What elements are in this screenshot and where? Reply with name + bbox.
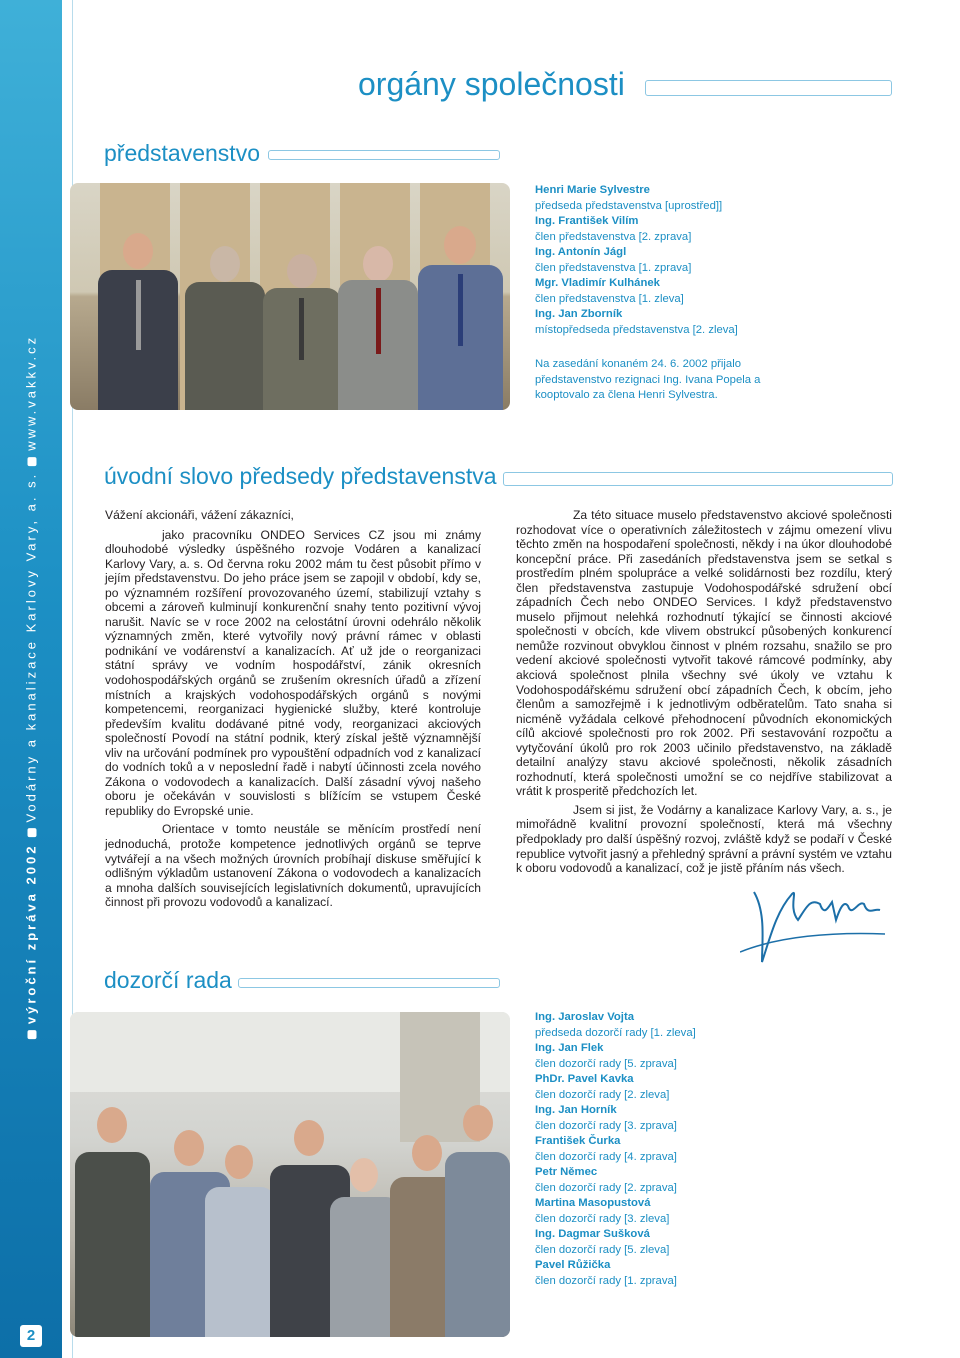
- sidebar: [0, 0, 62, 1358]
- page-title: orgány společnosti: [358, 66, 625, 102]
- member-name: Petr Němec: [535, 1166, 598, 1178]
- website-url: www.vakkv.cz: [23, 334, 39, 451]
- board-note: Na zasedání konaném 24. 6. 2002 přijalo představenstvo rezignaci Ing. Ivana Popela a kooptovalo za člena Henri Sylvestra.: [535, 358, 761, 401]
- page-number: 2: [20, 1325, 42, 1347]
- member-name: Ing. Dagmar Sušková: [535, 1228, 650, 1240]
- report-name: výroční zpráva 2002: [23, 843, 39, 1025]
- intro-column-right: [516, 508, 892, 876]
- member-role: člen představenstva [1. zleva]: [535, 292, 684, 305]
- signature: [740, 878, 885, 968]
- board-photo: [70, 183, 510, 410]
- intro-heading: úvodní slovo předsedy představenstva: [104, 463, 497, 489]
- member-name: Henri Marie Sylvestre: [535, 184, 650, 196]
- member-name: Ing. Jaroslav Vojta: [535, 1011, 634, 1023]
- supervisory-caption: [535, 1010, 696, 1289]
- member-role: člen dozorčí rady [2. zleva]: [535, 1088, 670, 1101]
- supervisory-photo: [70, 1012, 510, 1337]
- board-heading-bar: [268, 150, 500, 160]
- member-role: místopředseda představenstva [2. zleva]: [535, 323, 738, 336]
- member-role: člen představenstva [1. zprava]: [535, 261, 692, 274]
- intro-heading-bar: [503, 472, 893, 486]
- member-name: Ing. Antonín Jágl: [535, 246, 627, 258]
- member-role: člen dozorčí rady [4. zprava]: [535, 1150, 677, 1163]
- member-name: Martina Masopustová: [535, 1197, 651, 1209]
- paragraph: Jsem si jist, že Vodárny a kanalizace Karlovy Vary, a. s., je mimořádně kvalitní provozní společností, která má všechny předpoklady pro další úspěšný rozvoj, zvláště když se podaří v České republice vytvořit jasný a přehledný správní a právní systém ve vztahu k oboru vodovodů a kanalizací, což je jistě přáním nás všech.: [516, 802, 892, 876]
- member-name: Ing. Jan Horník: [535, 1104, 617, 1116]
- member-role: člen dozorčí rady [1. zprava]: [535, 1274, 677, 1287]
- title-bar: [645, 80, 892, 96]
- member-name: Pavel Růžička: [535, 1259, 611, 1271]
- board-heading: představenstvo: [104, 140, 260, 166]
- paragraph: jako pracovníku ONDEO Services CZ jsou mi známy dlouhodobé výsledky úspěšného rozvoje Vodáren a kanalizací Karlovy Vary, a. s. Od června roku 2002 mám tu čest působit přímo v jejím představenstvu. Do jeho práce jsem se zapojil v období, kdy se, po významném rozšíření provozovaného území, stabilizují vztahy s obcemi a zároveň kulminují konkurenční snahy tento pozitivní vývoj narušit. Navíc se v roce 2002 na celostátní úrovni odehrálo několik významných změn, které vytvořily nový právní rámec v oblasti podnikání ve vodárenství a kanalizacích. Ať už jde o reorganizaci státní správy ve vodním hospodářství, zánik okresních vodohospodářských orgánů se zrušením okresních úřadů a zřízení místních a krajských vodohospodářských orgánů s novými kompetencemi, reorganizaci hygienické služby, které kontroluje především kvalitu dodávané pitné vody, reorganizaci akciových společností Povodí na státní podnik, který získal ještě významnější vliv na určování podmínek pro vypouštění odpadních vod z kanalizací do vodních toků a v neposlední řadě i nabytí účinnosti zcela nového Zákona o vodovodech a kanalizacích. Další zásadní vývoj našeho oboru je očekáván v souvislosti s blížícím se vstupem České republiky do Evropské unie.: [105, 527, 481, 818]
- board-caption: [535, 183, 738, 338]
- member-role: člen dozorčí rady [3. zleva]: [535, 1212, 670, 1225]
- member-role: předseda dozorčí rady [1. zleva]: [535, 1026, 696, 1039]
- paragraph: Orientace v tomto neustále se měnícím prostředí není jednoduchá, protože kompetence jednotlivých orgánů se teprve vytvářejí a na všech možných úrovních probíhají diskuse směřující k odlišným výkladům ustanovení Zákona o vodovodech a kanalizacích a mnoha dalších souvisejících legislativních dokumentů, upravujících činnost při provozu vodovodů a kanalizací.: [105, 822, 481, 910]
- member-role: člen dozorčí rady [5. zprava]: [535, 1057, 677, 1070]
- member-name: Ing. Jan Flek: [535, 1042, 604, 1054]
- sidebar-vertical-text: [24, 335, 39, 1045]
- member-name: Ing. František Vilím: [535, 215, 639, 227]
- square-bullet-icon: [28, 829, 37, 838]
- member-name: Ing. Jan Zborník: [535, 308, 623, 320]
- member-role: člen představenstva [2. zprava]: [535, 230, 692, 243]
- paragraph: Za této situace muselo představenstvo akciové společnosti rozhodovat více o operativních záležitostech v zájmu omezení vlivu těchto změn na hospodaření společnosti, někdy i na úkor dlouhodobé koncepční práce. Při zasedáních představenstva jsem se setkal s prostředím plném spolupráce a velké solidárnosti bez rozdílu, který člen představenstva zastupuje Vodohospodářské sdružení obcí západních Čech nebo ONDEO Services. I když představenstvo muselo přijmout nelehká rozhodnutí týkající se činnosti akciové společnosti v obcích, kde vlivem obstrukcí působených konkurencí nemůže rozvinout obvyklou činnost v plném rozsahu, snažilo se pro vedení akciové společnosti vytvořit takové rámcové podmínky, aby akciová společnost plnila všechny své úkoly ve vztahu k Vodohospodářskému sdružení obcí západních Čech, k obcím, jeho členům a samozřejmě i k jednotlivým odběratelům. Tato snaha si nicméně vyžádala celkové přehodnocení původních ekonomických cílů akciové společnosti pro rok 2002. Při sestavování rozpočtu a vytyčování úkolů pro rok 2003 učinilo představenstvo, na základě detailní analýzy stavu akciové společnosti, několik zásadních rozhodnutí, která společnosti umožní se co nejdříve stabilizovat a vrátit k prosperitě předchozích let.: [516, 508, 892, 799]
- member-role: člen dozorčí rady [2. zprava]: [535, 1181, 677, 1194]
- member-name: PhDr. Pavel Kavka: [535, 1073, 634, 1085]
- member-name: František Čurka: [535, 1135, 621, 1147]
- square-bullet-icon: [28, 457, 37, 466]
- supervisory-heading-bar: [238, 978, 500, 988]
- salutation: Vážení akcionáři, vážení zákazníci,: [105, 508, 294, 522]
- supervisory-heading: dozorčí rada: [104, 967, 232, 993]
- member-role: člen dozorčí rady [3. zprava]: [535, 1119, 677, 1132]
- square-bullet-icon: [28, 1030, 37, 1039]
- member-name: Mgr. Vladimír Kulhánek: [535, 277, 660, 289]
- member-role: předseda představenstva [uprostřed]]: [535, 199, 723, 212]
- company-name: Vodárny a kanalizace Karlovy Vary, a. s.: [23, 471, 39, 823]
- member-role: člen dozorčí rady [5. zleva]: [535, 1243, 670, 1256]
- intro-column-left: [105, 508, 481, 910]
